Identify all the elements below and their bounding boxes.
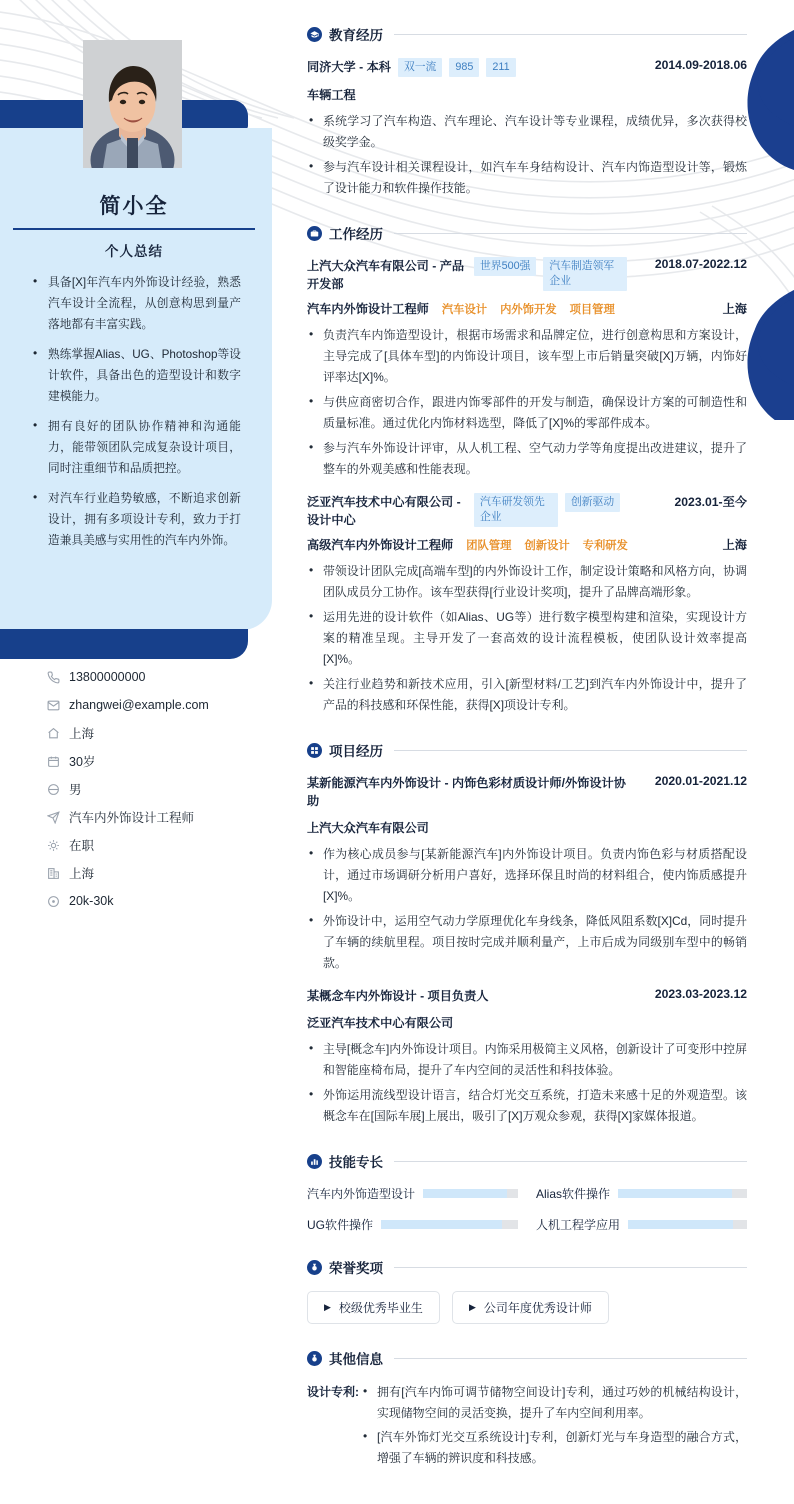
summary-heading: 个人总结 bbox=[105, 244, 163, 259]
section-projects bbox=[307, 740, 747, 1127]
list-item: • 主导[概念车]内外饰设计项目。内饰采用极简主义风格，创新设计了可变形中控屏和智能座椅布局，提升了车内空间的灵活性和科技体验。 bbox=[307, 1039, 747, 1081]
other-info-list bbox=[359, 1382, 747, 1472]
education-major: 车辆工程 bbox=[307, 88, 356, 102]
skill-item bbox=[536, 1185, 747, 1202]
skill-grid bbox=[307, 1185, 747, 1233]
medal-icon bbox=[307, 1260, 322, 1275]
list-item: • 拥有良好的团队协作精神和沟通能力，能带领团队完成复杂设计项目，同时注重细节和品质把控。 bbox=[33, 416, 241, 479]
school-tag: 211 bbox=[486, 58, 515, 77]
company-tag: 汽车制造领军企业 bbox=[543, 257, 627, 291]
education-bullets bbox=[307, 111, 747, 199]
work-bullets bbox=[307, 325, 747, 480]
section-other-info bbox=[307, 1348, 747, 1472]
contact-salary bbox=[47, 887, 267, 915]
work-city: 上海 bbox=[722, 538, 747, 552]
project-entry bbox=[307, 774, 747, 974]
skill-progress-fill bbox=[423, 1189, 507, 1198]
list-item: • 系统学习了汽车构造、汽车理论、汽车设计等专业课程，成绩优异，多次获得校级奖学金。 bbox=[307, 111, 747, 153]
work-bullets bbox=[307, 561, 747, 716]
skill-progress-bar bbox=[381, 1220, 518, 1229]
list-item: • 熟练掌握Alias、UG、Photoshop等设计软件，具备出色的造型设计和数字建模能力。 bbox=[33, 344, 241, 407]
list-item: • 与供应商密切合作，跟进内饰零部件的开发与制造，确保设计方案的可制造性和质量标准。通过优化内饰材料选型，降低了[X]%的零部件成本。 bbox=[307, 392, 747, 434]
skill-progress-bar bbox=[618, 1189, 747, 1198]
skill-label: UG软件操作 bbox=[307, 1218, 374, 1232]
contact-age bbox=[47, 747, 267, 775]
project-company: 上汽大众汽车有限公司 bbox=[307, 821, 429, 835]
home-icon bbox=[47, 727, 69, 740]
list-item: • 具备[X]年汽车内外饰设计经验，熟悉汽车设计全流程，从创意构思到量产落地都有丰富实践。 bbox=[33, 272, 241, 335]
section-rule bbox=[394, 750, 747, 751]
section-skills bbox=[307, 1151, 747, 1233]
other-info-row bbox=[307, 1382, 747, 1472]
section-header-skills bbox=[307, 1151, 747, 1171]
section-rule bbox=[394, 1267, 747, 1268]
main-content bbox=[307, 0, 747, 1472]
sidebar bbox=[0, 0, 268, 1504]
section-title: 其他信息 bbox=[329, 1352, 383, 1367]
contact-value: zhangwei@example.com bbox=[69, 698, 209, 712]
bar-chart-icon bbox=[307, 1154, 322, 1169]
school-name: 同济大学 - 本科 bbox=[307, 60, 391, 74]
school-tag: 985 bbox=[449, 58, 479, 77]
section-title: 项目经历 bbox=[329, 744, 383, 759]
contact-list bbox=[47, 663, 267, 915]
contact-value: 30岁 bbox=[69, 755, 96, 769]
section-rule bbox=[394, 34, 747, 35]
salary-icon bbox=[47, 895, 69, 908]
list-item: • 外饰运用流线型设计语言，结合灯光交互系统，打造未来感十足的外观造型。该概念车在[国际车展]上展出，吸引了[X]万观众参观，获得[X]家媒体报道。 bbox=[307, 1085, 747, 1127]
status-icon bbox=[47, 839, 69, 852]
grid-icon bbox=[307, 743, 322, 758]
contact-location bbox=[47, 719, 267, 747]
skill-item bbox=[536, 1216, 747, 1233]
work-date: 2018.07-2022.12 bbox=[654, 257, 747, 271]
skill-tag: 团队管理 bbox=[466, 539, 512, 552]
section-rule bbox=[394, 1358, 747, 1359]
graduation-cap-icon bbox=[307, 27, 322, 42]
job-title: 高级汽车内外饰设计工程师 bbox=[307, 538, 454, 552]
phone-icon bbox=[47, 671, 69, 684]
section-title: 荣誉奖项 bbox=[329, 1261, 383, 1276]
section-header-other-info bbox=[307, 1348, 747, 1368]
contact-value: 上海 bbox=[69, 867, 95, 881]
section-header-education bbox=[307, 24, 747, 44]
briefcase-icon bbox=[307, 226, 322, 241]
gender-icon bbox=[47, 783, 69, 796]
skill-item bbox=[307, 1216, 518, 1233]
work-entry bbox=[307, 493, 747, 716]
section-header-honors bbox=[307, 1257, 747, 1277]
contact-value: 13800000000 bbox=[69, 670, 146, 684]
summary-list bbox=[33, 272, 241, 560]
skill-progress-bar bbox=[628, 1220, 747, 1229]
contact-value: 男 bbox=[69, 783, 82, 797]
company-name: 上汽大众汽车有限公司 - 产品开发部 bbox=[307, 259, 465, 291]
project-name: 某新能源汽车内外饰设计 - 内饰色彩材质设计师/外饰设计协助 bbox=[307, 776, 626, 808]
portrait-illustration bbox=[83, 40, 182, 168]
section-rule bbox=[394, 1161, 747, 1162]
other-info-label: 设计专利: bbox=[307, 1385, 359, 1399]
section-work bbox=[307, 223, 747, 716]
contact-gender bbox=[47, 775, 267, 803]
job-title: 汽车内外饰设计工程师 bbox=[307, 302, 429, 316]
send-icon bbox=[47, 811, 69, 824]
section-rule bbox=[394, 233, 747, 234]
section-title: 技能专长 bbox=[329, 1155, 383, 1170]
education-date: 2014.09-2018.06 bbox=[654, 58, 747, 72]
company-name: 泛亚汽车技术中心有限公司 - 设计中心 bbox=[307, 495, 461, 527]
section-honors bbox=[307, 1257, 747, 1324]
work-date: 2023.01-至今 bbox=[674, 495, 747, 509]
section-header-work bbox=[307, 223, 747, 243]
calendar-icon bbox=[47, 755, 69, 768]
building-icon bbox=[47, 867, 69, 880]
honor-chip[interactable] bbox=[452, 1291, 609, 1324]
contact-value: 汽车内外饰设计工程师 bbox=[69, 811, 195, 825]
play-triangle-icon: ▶ bbox=[468, 1302, 476, 1312]
contact-position bbox=[47, 803, 267, 831]
page-title: 简小全 bbox=[99, 195, 169, 218]
school-tag: 双一流 bbox=[398, 58, 442, 77]
project-company: 泛亚汽车技术中心有限公司 bbox=[307, 1016, 454, 1030]
company-tag: 创新驱动 bbox=[565, 493, 620, 512]
skill-progress-fill bbox=[618, 1189, 732, 1198]
contact-phone bbox=[47, 663, 267, 691]
skill-label: 人机工程学应用 bbox=[536, 1218, 621, 1232]
mail-icon bbox=[47, 699, 69, 712]
medal-icon bbox=[307, 1351, 322, 1366]
skill-tag: 汽车设计 bbox=[441, 303, 488, 316]
section-header-projects bbox=[307, 740, 747, 760]
skill-tag: 项目管理 bbox=[569, 303, 615, 316]
work-city: 上海 bbox=[722, 302, 747, 316]
skill-tag: 创新设计 bbox=[524, 539, 570, 552]
skill-label: 汽车内外饰造型设计 bbox=[307, 1187, 416, 1201]
skill-progress-fill bbox=[628, 1220, 733, 1229]
education-entry bbox=[307, 58, 747, 199]
contact-email bbox=[47, 691, 267, 719]
section-title: 教育经历 bbox=[329, 28, 383, 43]
list-item: • 对汽车行业趋势敏感，不断追求创新设计，拥有多项设计专利，致力于打造兼具美感与实用性的汽车内外饰。 bbox=[33, 488, 241, 551]
list-item: • 负责汽车内饰造型设计，根据市场需求和品牌定位，进行创意构思和方案设计，主导完成了[具体车型]的内饰设计项目，该车型上市后销量突破[X]万辆，内饰好评率达[X]%。 bbox=[307, 325, 747, 388]
contact-value: 20k-30k bbox=[69, 894, 114, 908]
honor-label: 校级优秀毕业生 bbox=[338, 1301, 423, 1315]
avatar bbox=[83, 40, 182, 168]
list-item: • 参与汽车设计相关课程设计，如汽车车身结构设计、汽车内饰造型设计等，锻炼了设计能力和软件操作技能。 bbox=[307, 157, 747, 199]
project-date: 2020.01-2021.12 bbox=[654, 774, 747, 788]
section-title: 工作经历 bbox=[329, 227, 383, 242]
list-item: • 外饰设计中，运用空气动力学原理优化车身线条，降低风阻系数[X]Cd，同时提升了车辆的续航里程。项目按时完成并顺利量产，上市后成为同级别车型中的畅销款。 bbox=[307, 911, 747, 974]
skill-label: Alias软件操作 bbox=[536, 1187, 611, 1201]
list-item: • 拥有[汽车内饰可调节储物空间设计]专利，通过巧妙的机械结构设计，实现储物空间的灵活变换，提升了车内空间利用率。 bbox=[359, 1382, 747, 1424]
play-triangle-icon: ▶ bbox=[324, 1302, 331, 1312]
project-name: 某概念车内外饰设计 - 项目负责人 bbox=[307, 989, 489, 1003]
project-entry bbox=[307, 987, 747, 1127]
skill-item bbox=[307, 1185, 518, 1202]
contact-work-city bbox=[47, 859, 267, 887]
contact-value: 在职 bbox=[69, 839, 95, 853]
list-item: • 运用先进的设计软件（如Alias、UG等）进行数字模型构建和渲染，实现设计方案的精准呈现。主导开发了一套高效的设计流程模板，使团队设计效率提高[X]%。 bbox=[307, 607, 747, 670]
list-item: • [汽车外饰灯光交互系统设计]专利，创新灯光与车身造型的融合方式，增强了车辆的辨识度和科技感。 bbox=[359, 1427, 747, 1469]
skill-progress-bar bbox=[423, 1189, 518, 1198]
skill-tag: 内外饰开发 bbox=[500, 303, 557, 316]
work-entry bbox=[307, 257, 747, 480]
project-date: 2023.03-2023.12 bbox=[654, 987, 747, 1001]
skill-tag: 专利研发 bbox=[582, 539, 628, 552]
project-bullets bbox=[307, 844, 747, 974]
list-item: • 作为核心成员参与[某新能源汽车]内外饰设计项目。负责内饰色彩与材质搭配设计，通过市场调研分析用户喜好，选择环保且时尚的材料组合，使内饰质感提升[X]%。 bbox=[307, 844, 747, 907]
honor-label: 公司年度优秀设计师 bbox=[483, 1301, 592, 1315]
list-item: • 带领设计团队完成[高端车型]的内外饰设计工作，制定设计策略和风格方向，协调团队成员分工协作。该车型获得[行业设计奖项]，提升了品牌高端形象。 bbox=[307, 561, 747, 603]
honor-chip[interactable] bbox=[307, 1291, 440, 1324]
skill-progress-fill bbox=[381, 1220, 502, 1229]
honor-list bbox=[307, 1291, 747, 1324]
project-bullets bbox=[307, 1039, 747, 1127]
contact-value: 上海 bbox=[69, 727, 95, 741]
contact-status bbox=[47, 831, 267, 859]
company-tag: 世界500强 bbox=[474, 257, 536, 276]
company-tag: 汽车研发领先企业 bbox=[474, 493, 558, 527]
list-item: • 关注行业趋势和新技术应用，引入[新型材料/工艺]到汽车内外饰设计中，提升了产品的科技感和环保性能，获得[X]项设计专利。 bbox=[307, 674, 747, 716]
section-education bbox=[307, 24, 747, 199]
list-item: • 参与汽车外饰设计评审，从人机工程、空气动力学等角度提出改进建议，提升了整车的外观美感和性能表现。 bbox=[307, 438, 747, 480]
sidebar-bottom-band bbox=[0, 629, 248, 659]
name-divider bbox=[13, 228, 255, 230]
